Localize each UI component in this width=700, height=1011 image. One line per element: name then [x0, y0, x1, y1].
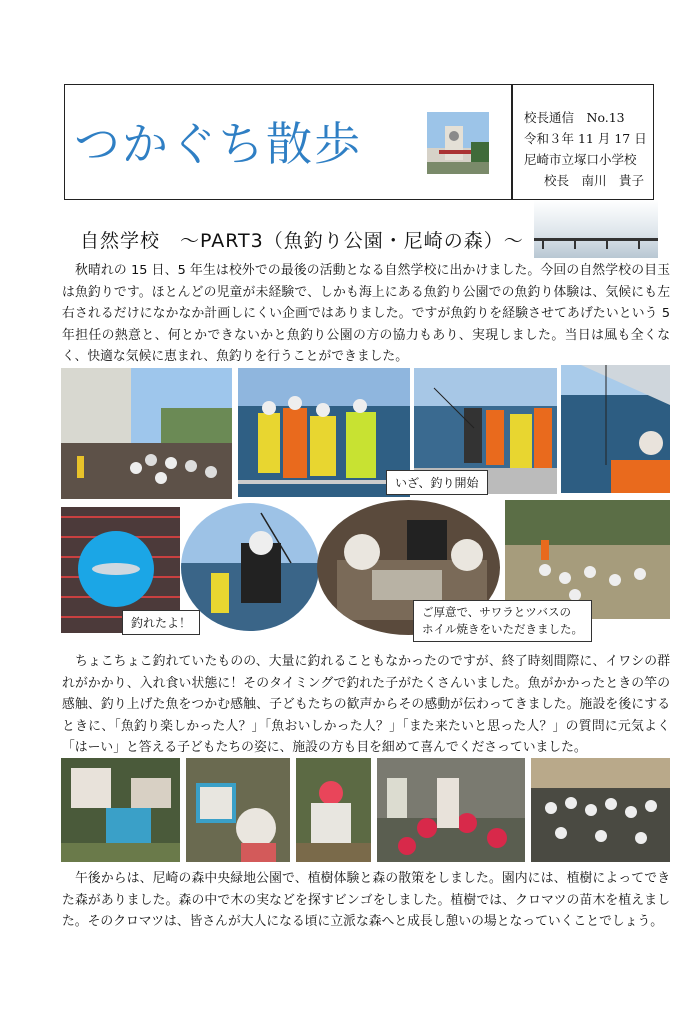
paragraph-forest: 午後からは、尼崎の森中央緑地公園で、植樹体験と森の散策をしました。園内には、植樹によってできた森がありました。森の中で木の実などを探すビンゴをしました。植樹では、クロマツの苗木を植えました。そのクロマツは、皆さんが大人になる頃に立派な森へと成長し憩いの場となっていくことでしょう。 [62, 871, 670, 930]
issue-date: 令和３年 11 月 17 日 [524, 131, 647, 146]
principal-name: 校長 南川 貴子 [544, 173, 645, 188]
fishing-pier-photo [534, 200, 658, 258]
caption-start-fishing: いざ、釣り開始 [386, 470, 488, 495]
paragraph-fishing: ちょこちょこ釣れていたものの、大量に釣れることもなかったのですが、終了時刻間際に、イワシの群れがかかり、入れ食い状態に！そのタイミングで釣れた子がたくさんいました。魚がかかったときの竿の感触、釣り上げた魚をつかむ感触、子どもたちの歓声からその感動が伝わってきました。施設を後にするときに、「魚釣り楽しかった人？」「魚おいしかった人？」「また来たいと思った人？」の質問に元気よく「はーい」と答える子どもたちの姿に、施設の方も目を細めて喜んでくださっていました。 [62, 654, 670, 756]
newsletter-number: 校長通信 No.13 [524, 110, 625, 125]
school-building-photo [427, 112, 489, 174]
newsletter-title: つかぐち散歩 [74, 117, 362, 171]
child-with-rod-photo [561, 365, 670, 493]
school-name: 尼崎市立塚口小学校 [524, 152, 637, 167]
students-at-railing-photo [238, 368, 410, 497]
paragraph-intro: 秋晴れの 15 日、5 年生は校外での最後の活動となる自然学校に出かけました。今回の自然学校の目玉は魚釣りです。ほとんどの児童が未経験で、しかも海上にある魚釣り公園での魚釣り体験は、気候にも左右されるだけになかなか計画しにくい企画ではありました。ですが魚釣りを経験させてあげたいという 5 年担任の熱意と、何とかできないかと魚釣り公園の方の協力もあり、実現しました。当日は風も全くなく、快適な気候に恵まれ、魚釣りを行うことができました。 [62, 263, 671, 365]
bingo-cards-photo [61, 758, 180, 862]
caption-grilled-fish-line1: ご厚意で、サワラとツバスの [422, 605, 572, 619]
caption-grilled-fish [413, 600, 592, 642]
section-heading: 自然学校 ～PART3（魚釣り公園・尼崎の森）～ [80, 230, 524, 252]
header-divider [511, 84, 513, 200]
class-hands-up-photo [531, 758, 670, 862]
planting-tree-photo [296, 758, 371, 862]
students-gathering-photo [61, 368, 232, 499]
caption-caught: 釣れたよ！ [122, 610, 200, 635]
pulling-fish-photo [181, 503, 319, 631]
nature-bingo-photo [186, 758, 290, 862]
students-red-hats-photo [377, 758, 525, 862]
caption-grilled-fish-line2: ホイル焼きをいただきました。 [422, 622, 583, 636]
